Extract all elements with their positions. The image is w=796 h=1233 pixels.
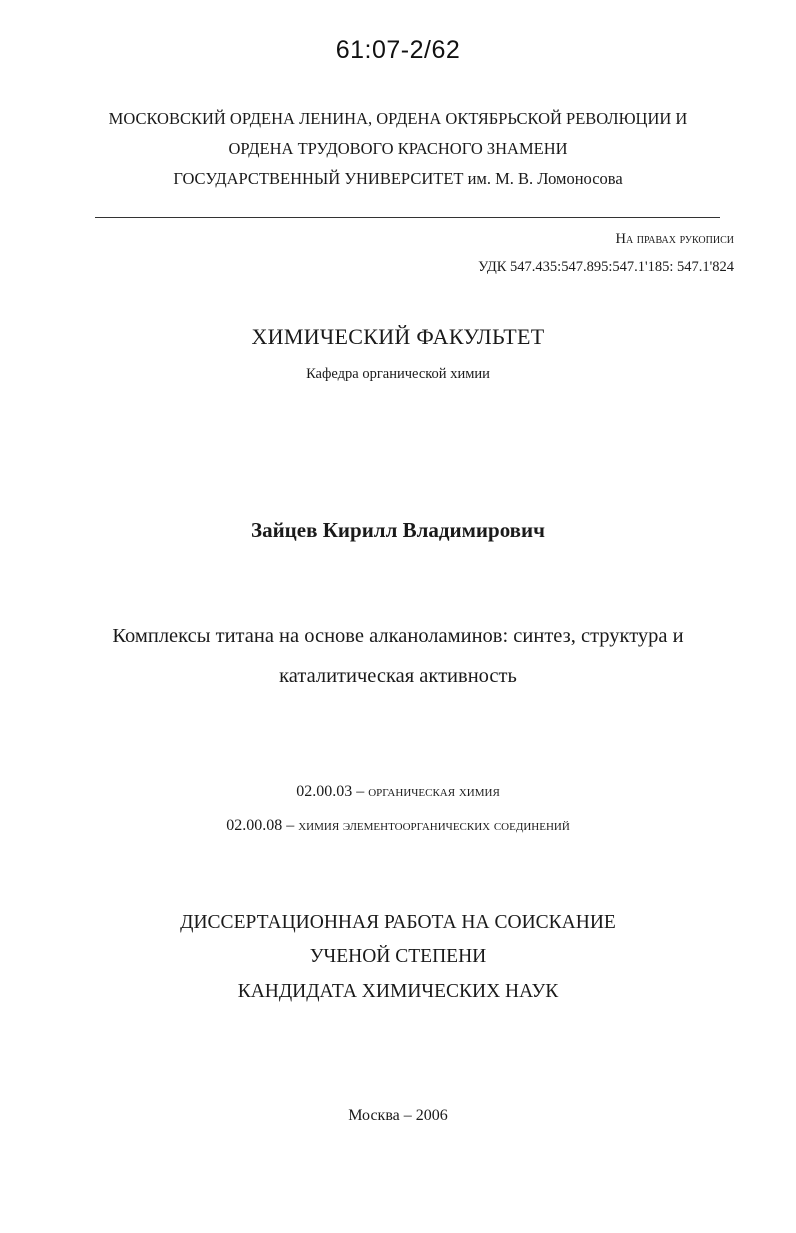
header-divider: [95, 217, 720, 218]
specialty-1: [0, 783, 796, 801]
author-name: Зайцев Кирилл Владимирович: [251, 518, 545, 542]
specialty-2: [0, 817, 796, 835]
dissertation-line-1: ДИССЕРТАЦИОННАЯ РАБОТА НА СОИСКАНИЕ: [180, 912, 616, 933]
specialty-code: 02.00.08: [226, 817, 283, 834]
faculty-title: ХИМИЧЕСКИЙ ФАКУЛЬТЕТ: [251, 324, 545, 349]
specialty-code: 02.00.03: [296, 783, 353, 800]
university-line-3: ГОСУДАРСТВЕННЫЙ УНИВЕРСИТЕТ им. М. В. Ломоносова: [173, 169, 623, 188]
specialty-dash: –: [282, 817, 299, 834]
specialty-name: химия элементоорганических соединений: [298, 818, 570, 834]
university-line-1: МОСКОВСКИЙ ОРДЕНА ЛЕНИНА, ОРДЕНА ОКТЯБРЬСКОЙ РЕВОЛЮЦИИ И: [108, 109, 688, 128]
dissertation-line-2: УЧЕНОЙ СТЕПЕНИ: [309, 946, 487, 967]
catalog-stamp: 61:07-2/62: [335, 36, 461, 64]
manuscript-rights-note: На правах рукописи: [615, 231, 734, 247]
udk-code: УДК 547.435:547.895:547.1'185: 547.1'824: [478, 259, 734, 275]
university-line-2: ОРДЕНА ТРУДОВОГО КРАСНОГО ЗНАМЕНИ: [228, 139, 568, 158]
dissertation-line-3: КАНДИДАТА ХИМИЧЕСКИХ НАУК: [237, 981, 559, 1002]
specialty-name: органическая химия: [368, 784, 500, 800]
thesis-title-line-2: каталитическая активность: [279, 665, 517, 687]
department-name: Кафедра органической химии: [306, 366, 490, 382]
city-year: Москва – 2006: [348, 1107, 448, 1124]
specialty-dash: –: [352, 783, 369, 800]
thesis-title-line-1: Комплексы титана на основе алканоламинов: синтез, структура и: [112, 625, 684, 647]
